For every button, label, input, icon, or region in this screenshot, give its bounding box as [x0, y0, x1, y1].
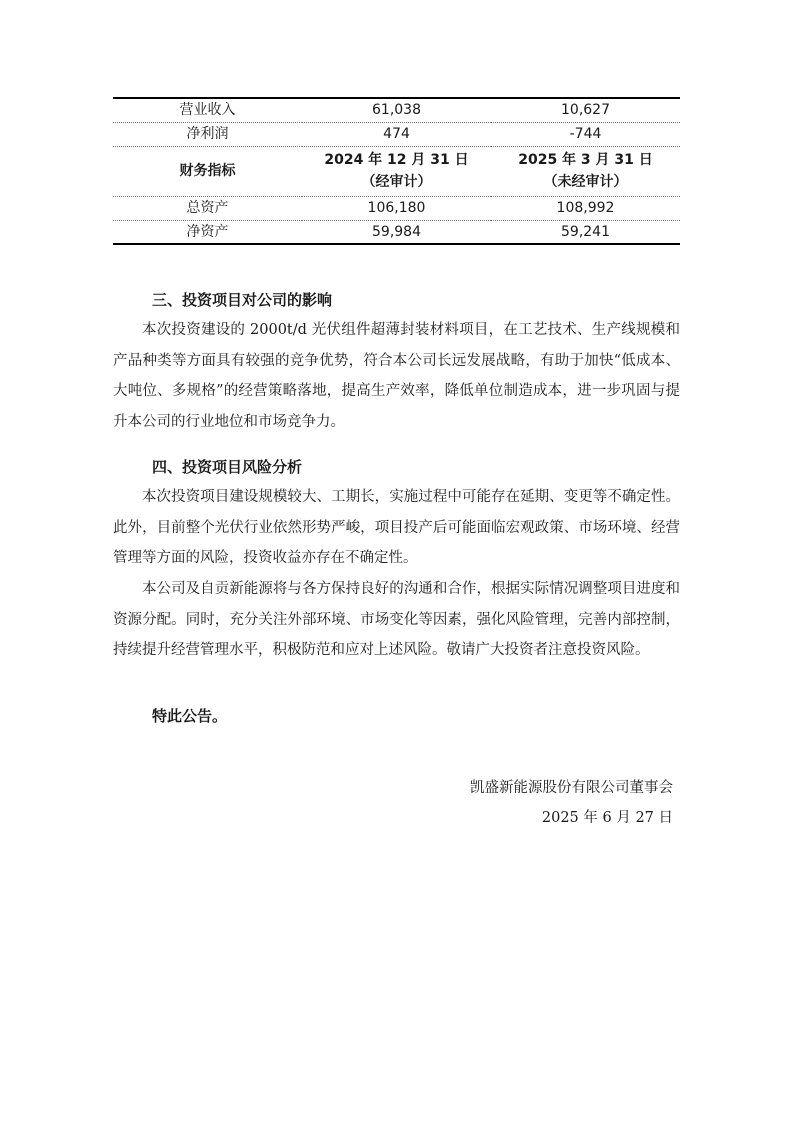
table-row [113, 122, 680, 146]
header-date: 2025 年 3 月 31 日 [518, 152, 653, 168]
row-label: 净利润 [113, 122, 302, 146]
row-value: 10,627 [491, 98, 680, 122]
row-value: 61,038 [302, 98, 491, 122]
header-col-2025 [491, 146, 680, 196]
row-value: 59,984 [302, 220, 491, 244]
paragraph-risk-1: 本次投资项目建设规模较大、工期长，实施过程中可能存在延期、变更等不确定性。此外，目前整个光伏行业依然形势严峻，项目投产后可能面临宏观政策、市场环境、经营管理等方面的风险，投资收益亦存在不确定性。 [113, 489, 680, 566]
header-date: 2024 年 12 月 31 日 [324, 152, 469, 168]
row-label: 总资产 [113, 196, 302, 220]
section-heading-impact: 三、投资项目对公司的影响 [152, 291, 333, 309]
table-row [113, 98, 680, 122]
row-label: 营业收入 [113, 98, 302, 122]
section-heading-risk: 四、投资项目风险分析 [152, 458, 303, 476]
table-header-row [113, 146, 680, 196]
row-value: 106,180 [302, 196, 491, 220]
financial-table [113, 97, 680, 245]
row-label: 净资产 [113, 220, 302, 244]
table-row [113, 220, 680, 244]
signature-date: 2025 年 6 月 27 日 [541, 810, 673, 826]
closing-statement: 特此公告。 [152, 707, 228, 725]
row-value: -744 [491, 122, 680, 146]
row-value: 474 [302, 122, 491, 146]
header-audit-status: （未经审计） [543, 174, 628, 190]
row-value: 108,992 [491, 196, 680, 220]
header-audit-status: （经审计） [361, 174, 432, 190]
paragraph-risk-2: 本公司及自贡新能源将与各方保持良好的沟通和合作，根据实际情况调整项目进度和资源分配。同时，充分关注外部环境、市场变化等因素，强化风险管理，完善内部控制，持续提升经营管理水平，积极防范和应对上述风险。敬请广大投资者注意投资风险。 [113, 581, 680, 658]
row-value: 59,241 [491, 220, 680, 244]
header-label: 财务指标 [113, 146, 302, 196]
paragraph-impact: 本次投资建设的 2000t/d 光伏组件超薄封装材料项目，在工艺技术、生产线规模和产品种类等方面具有较强的竞争优势，符合本公司长远发展战略，有助于加快“低成本、大吨位、多规格”的经营策略落地，提高生产效率，降低单位制造成本，进一步巩固与提升本公司的行业地位和市场竞争力。 [113, 322, 680, 430]
table-row [113, 196, 680, 220]
signature-company: 凯盛新能源股份有限公司董事会 [470, 780, 673, 796]
header-col-2024 [302, 146, 491, 196]
